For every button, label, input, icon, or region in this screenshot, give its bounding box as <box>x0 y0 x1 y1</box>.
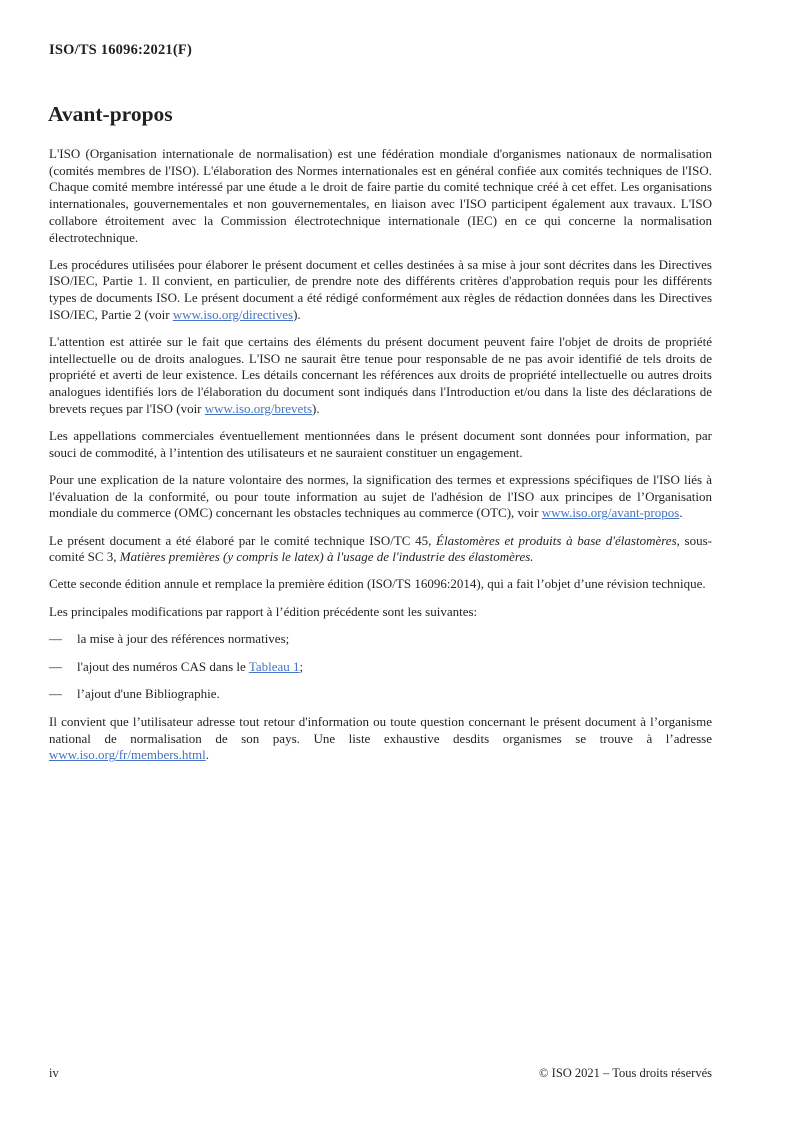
paragraph <box>49 428 712 461</box>
text-run: . <box>205 747 209 763</box>
list-item <box>49 686 712 703</box>
text-run: Les procédures utilisées pour élaborer le présent document et celles destinées à sa mise à jour sont décrites dans les Directives ISO/IEC, Partie 1. Il convient, en particulier, de prendre note des différents critères d'approbation requis pour les différents types de documents ISO. Le présent document a été rédigé conformément aux règles de rédaction données dans les Directives ISO/IEC, Partie 2 (voir <box>49 256 712 322</box>
text-run: Cette seconde édition annule et remplace la première édition (ISO/TS 16096:2014), qui a fait l’objet d’une révision technique. <box>49 576 706 592</box>
list-dash: — <box>49 686 62 702</box>
paragraph <box>49 146 712 246</box>
text-run: la mise à jour des références normatives; <box>77 630 290 646</box>
text-run: ). <box>293 306 301 322</box>
document-body <box>49 146 712 775</box>
paragraph <box>49 604 712 621</box>
text-run: l'ajout des numéros CAS dans le <box>77 658 249 674</box>
text-run: ). <box>312 400 320 416</box>
text-run: L'ISO (Organisation internationale de normalisation) est une fédération mondiale d'organismes nationaux de normalisation (comités membres de l'ISO). L'élaboration des Normes internationales est en général confiée aux comités techniques de l'ISO. Chaque comité membre intéressé par une étude a le droit de faire partie du comité technique créé à cet effet. Les organisations internationales, gouvernementales et non gouvernementales, en liaison avec l'ISO participent également aux travaux. L'ISO collabore étroitement avec la Commission électrotechnique internationale (IEC) en ce qui concerne la normalisation électrotechnique. <box>49 146 712 245</box>
italic-text: Élastomères et produits à base d'élastomères <box>436 532 677 548</box>
text-run: Le présent document a été élaboré par le comité technique ISO/TC 45, <box>49 532 437 548</box>
paragraph <box>49 472 712 522</box>
text-run: . <box>679 505 683 521</box>
hyperlink[interactable]: www.iso.org/brevets <box>204 400 313 416</box>
hyperlink[interactable]: www.iso.org/fr/members.html <box>49 747 206 763</box>
document-reference: ISO/TS 16096:2021(F) <box>49 42 192 58</box>
paragraph <box>49 533 712 566</box>
paragraph <box>49 576 712 593</box>
list-item <box>49 659 712 676</box>
list-dash: — <box>49 658 62 674</box>
paragraph <box>49 334 712 418</box>
text-run: ; <box>299 658 304 674</box>
text-run: Il convient que l’utilisateur adresse tout retour d'information ou toute question concernant le présent document à l’organisme national de normalisation de son pays. Une liste exhaustive desdits organismes se trouve à l’adresse <box>49 713 712 746</box>
hyperlink[interactable]: Tableau 1 <box>248 658 300 674</box>
list-dash: — <box>49 630 62 646</box>
text-run: L'attention est attirée sur le fait que certains des éléments du présent document peuvent faire l'objet de droits de propriété intellectuelle ou de droits analogues. L'ISO ne saurait être tenue pour responsable de ne pas avoir identifié de tels droits de propriété et averti de leur existence. Les détails concernant les références aux droits de propriété intellectuelle ou autres droits analogues identifiés lors de l'élaboration du document sont indiqués dans l'Introduction et/ou dans la liste des déclarations de brevets reçues par l'ISO (voir <box>49 334 712 416</box>
text-run: , sous-comité SC 3, <box>49 532 713 565</box>
copyright-notice: © ISO 2021 – Tous droits réservés <box>539 1066 712 1080</box>
hyperlink[interactable]: www.iso.org/avant-propos <box>541 505 680 521</box>
text-run: l’ajout d'une Bibliographie. <box>77 686 220 702</box>
text-run: Les appellations commerciales éventuellement mentionnées dans le présent document sont données pour information, par souci de commodité, à l’intention des utilisateurs et ne sauraient constituer un engagement. <box>49 428 712 460</box>
page-footer <box>49 1066 712 1081</box>
list-item <box>49 631 712 648</box>
text-run: Pour une explication de la nature volontaire des normes, la signification des termes et expressions spécifiques de l'ISO liés à l'évaluation de la conformité, ou pour toute information au sujet de l'adhésion de l'ISO aux principes de l’Organisation mondiale du commerce (OMC) concernant les obstacles techniques au commerce (OTC), voir <box>49 471 712 521</box>
hyperlink[interactable]: www.iso.org/directives <box>172 306 294 322</box>
paragraph <box>49 714 712 764</box>
page-number: iv <box>49 1066 59 1080</box>
paragraph <box>49 257 712 324</box>
italic-text: Matières premières (y compris le latex) à l'usage de l'industrie des élastomères. <box>119 549 534 565</box>
page-title: Avant-propos <box>48 102 173 126</box>
text-run: Les principales modifications par rapport à l’édition précédente sont les suivantes: <box>49 603 478 619</box>
